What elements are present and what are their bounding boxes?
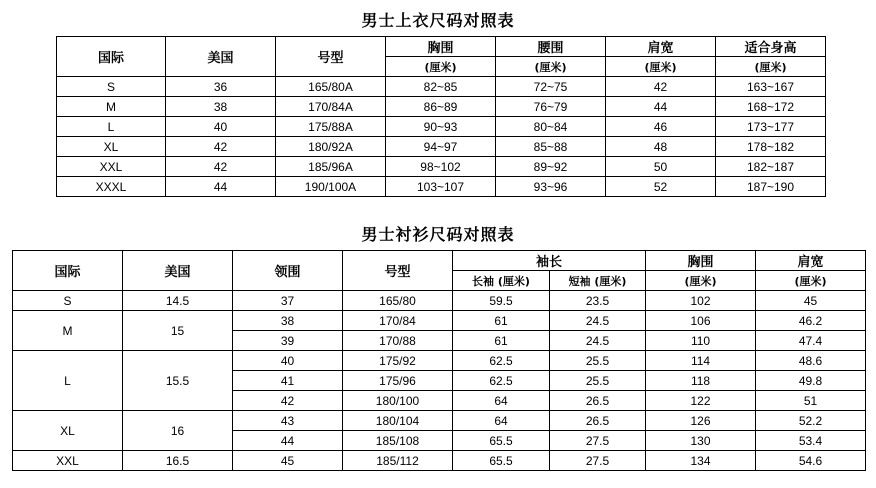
table-cell: 65.5 [453,431,550,451]
table-cell: 163~167 [716,77,826,97]
table-cell: 110 [646,331,756,351]
jacket-size-rows [57,77,826,197]
size-intl-cell: XXL [13,451,123,471]
table-cell: 90~93 [386,117,496,137]
table-row [13,311,866,331]
table-cell: 82~85 [386,77,496,97]
table-row [57,137,826,157]
table-cell: 185/112 [343,451,453,471]
col-header-height: 适合身高 [716,37,826,57]
table-cell: 45 [233,451,343,471]
table-cell: 44 [233,431,343,451]
col-header-us: 美国 [166,37,276,77]
table-cell: 89~92 [496,157,606,177]
unit-label: (厘米) [716,57,826,77]
table-cell: 62.5 [453,371,550,391]
table-cell: 173~177 [716,117,826,137]
table-cell: 165/80 [343,291,453,311]
col-header-waist: 腰围 [496,37,606,57]
unit-label: (厘米) [496,57,606,77]
size-us-cell: 15 [123,311,233,351]
col-header-chest: 胸围 [646,251,756,271]
table-cell: 46 [606,117,716,137]
table-cell: 42 [233,391,343,411]
table-cell: 98~102 [386,157,496,177]
table-cell: 42 [166,137,276,157]
table-cell: 45 [756,291,866,311]
table-cell: 23.5 [550,291,646,311]
table-cell: 54.6 [756,451,866,471]
table-cell: 43 [233,411,343,431]
col-header-intl: 国际 [13,251,123,291]
table-cell: 61 [453,331,550,351]
col-header-us: 美国 [123,251,233,291]
table-cell: 50 [606,157,716,177]
table-cell: M [57,97,166,117]
table-cell: 118 [646,371,756,391]
size-intl-cell: M [13,311,123,351]
table-cell: 52 [606,177,716,197]
table-cell: 102 [646,291,756,311]
table-cell: 175/96 [343,371,453,391]
table-cell: 182~187 [716,157,826,177]
size-intl-cell: S [13,291,123,311]
table-cell: L [57,117,166,137]
col-header-intl: 国际 [57,37,166,77]
unit-label: (厘米) [386,57,496,77]
table-row [13,411,866,431]
table-cell: 185/108 [343,431,453,451]
table-cell: XXL [57,157,166,177]
size-intl-cell: L [13,351,123,411]
table-cell: 48.6 [756,351,866,371]
table-cell: 175/88A [276,117,386,137]
table-cell: 36 [166,77,276,97]
table-cell: 41 [233,371,343,391]
table-cell: 122 [646,391,756,411]
table-row [57,157,826,177]
table-cell: 170/88 [343,331,453,351]
table-cell: 24.5 [550,311,646,331]
table-cell: 178~182 [716,137,826,157]
col-header-shoulder: 肩宽 [606,37,716,57]
table-cell: 25.5 [550,351,646,371]
table-cell: 61 [453,311,550,331]
table-row [57,177,826,197]
table-cell: 26.5 [550,411,646,431]
jacket-size-chart-title: 男士上衣尺码对照表 [361,11,515,30]
table-row [57,117,826,137]
table-cell: 47.4 [756,331,866,351]
table-row [13,291,866,311]
shirt-size-table [12,250,866,471]
table-cell: 130 [646,431,756,451]
col-header-long-sleeve: 长袖 (厘米) [453,271,550,291]
table-cell: 76~79 [496,97,606,117]
col-header-sleeve: 袖长 [453,251,646,271]
col-header-collar: 领围 [233,251,343,291]
size-us-cell: 16 [123,411,233,451]
table-cell: 185/96A [276,157,386,177]
size-intl-cell: XL [13,411,123,451]
table-cell: 44 [606,97,716,117]
shirt-size-chart-title: 男士衬衫尺码对照表 [361,225,515,244]
table-cell: 64 [453,391,550,411]
table-cell: 42 [606,77,716,97]
table-row [13,351,866,371]
col-header-type: 号型 [276,37,386,77]
table-cell: XXXL [57,177,166,197]
size-us-cell: 14.5 [123,291,233,311]
table-cell: 106 [646,311,756,331]
table-cell: 40 [166,117,276,137]
table-cell: 170/84A [276,97,386,117]
shirt-size-rows [13,291,866,471]
table-cell: 72~75 [496,77,606,97]
unit-label: (厘米) [756,271,866,291]
unit-label: (厘米) [646,271,756,291]
table-cell: 38 [233,311,343,331]
table-cell: 52.2 [756,411,866,431]
table-cell: 126 [646,411,756,431]
table-cell: 38 [166,97,276,117]
table-cell: 190/100A [276,177,386,197]
table-cell: 42 [166,157,276,177]
table-row [57,97,826,117]
table-row [57,77,826,97]
table-cell: 114 [646,351,756,371]
table-cell: 25.5 [550,371,646,391]
table-cell: 187~190 [716,177,826,197]
jacket-size-table [56,36,826,197]
table-cell: XL [57,137,166,157]
table-cell: 59.5 [453,291,550,311]
table-cell: 170/84 [343,311,453,331]
col-header-chest: 胸围 [386,37,496,57]
col-header-short-sleeve: 短袖 (厘米) [550,271,646,291]
table-cell: 46.2 [756,311,866,331]
table-cell: 80~84 [496,117,606,137]
table-cell: 49.8 [756,371,866,391]
table-cell: 27.5 [550,451,646,471]
table-cell: 180/104 [343,411,453,431]
size-us-cell: 15.5 [123,351,233,411]
col-header-shoulder: 肩宽 [756,251,866,271]
table-cell: 134 [646,451,756,471]
table-cell: 51 [756,391,866,411]
table-cell: 62.5 [453,351,550,371]
table-cell: 37 [233,291,343,311]
table-cell: 27.5 [550,431,646,451]
table-cell: S [57,77,166,97]
table-cell: 53.4 [756,431,866,451]
table-cell: 44 [166,177,276,197]
table-row [13,451,866,471]
col-header-type: 号型 [343,251,453,291]
table-cell: 65.5 [453,451,550,471]
table-cell: 48 [606,137,716,157]
table-cell: 26.5 [550,391,646,411]
table-cell: 64 [453,411,550,431]
table-cell: 168~172 [716,97,826,117]
table-cell: 39 [233,331,343,351]
table-cell: 24.5 [550,331,646,351]
unit-label: (厘米) [606,57,716,77]
table-cell: 93~96 [496,177,606,197]
table-cell: 94~97 [386,137,496,157]
size-us-cell: 16.5 [123,451,233,471]
table-cell: 180/100 [343,391,453,411]
table-cell: 180/92A [276,137,386,157]
table-cell: 175/92 [343,351,453,371]
table-cell: 103~107 [386,177,496,197]
table-cell: 86~89 [386,97,496,117]
table-cell: 40 [233,351,343,371]
table-cell: 85~88 [496,137,606,157]
table-cell: 165/80A [276,77,386,97]
